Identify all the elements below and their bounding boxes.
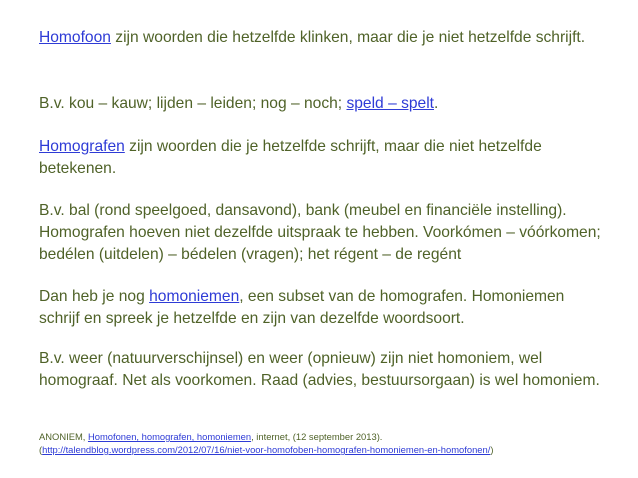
homografen-examples-text: B.v. bal (rond speelgoed, dansavond), bank (meubel en financiële instelling). Homografen hoeven niet dezelfde uitspraak te hebben. Voorkómen – vóórkomen; bedélen (uitdelen) – bédelen (vragen); het régent – de regént — [39, 202, 601, 263]
source-paren-open: ( — [39, 444, 43, 455]
paragraph-homoniemen-examples — [39, 348, 609, 392]
homoniemen-examples-text: B.v. weer (natuurverschijnsel) en weer (opnieuw) zijn niet homoniem, wel homograaf. Net als voorkomen. Raad (advies, bestuursorgaan) is wel homoniem. — [39, 350, 600, 389]
source-title-link[interactable]: Homofonen, homografen, homoniemen — [87, 431, 252, 442]
paragraph-homofoon-examples — [39, 93, 609, 115]
source-author: ANONIEM, — [39, 431, 88, 442]
homofoon-link[interactable]: Homofoon — [39, 29, 111, 46]
paragraph-homoniemen — [39, 286, 609, 330]
paragraph-homografen — [39, 136, 609, 180]
homofoon-examples-end: . — [434, 95, 439, 112]
homoniemen-after: , een subset van de homografen. Homoniemen schrijf en spreek je hetzelfde en zijn van dezelfde woordsoort. — [39, 288, 565, 327]
source-details: , internet, (12 september 2013). — [251, 431, 383, 442]
source-url-link[interactable]: http://talendblog.wordpress.com/2012/07/16/niet-voor-homofoben-homografen-homoniemen-en-homofonen/ — [42, 444, 491, 455]
source-citation — [39, 430, 609, 456]
homoniemen-before: Dan heb je nog — [39, 288, 150, 305]
source-line-1 — [39, 430, 609, 443]
source-line-2 — [39, 443, 609, 456]
homografen-link[interactable]: Homografen — [39, 138, 125, 155]
speld-spelt-link[interactable]: speld – spelt — [346, 95, 435, 112]
homoniemen-link[interactable]: homoniemen — [149, 288, 240, 305]
homofoon-definition: zijn woorden die hetzelfde klinken, maar die je niet hetzelfde schrijft. — [110, 29, 586, 46]
paragraph-homofoon — [39, 27, 609, 49]
homografen-definition: zijn woorden die je hetzelfde schrijft, maar die niet hetzelfde betekenen. — [39, 138, 542, 177]
paragraph-homografen-examples — [39, 200, 609, 266]
source-paren-close: ) — [490, 444, 494, 455]
homofoon-examples-text: B.v. kou – kauw; lijden – leiden; nog – noch; — [39, 95, 347, 112]
